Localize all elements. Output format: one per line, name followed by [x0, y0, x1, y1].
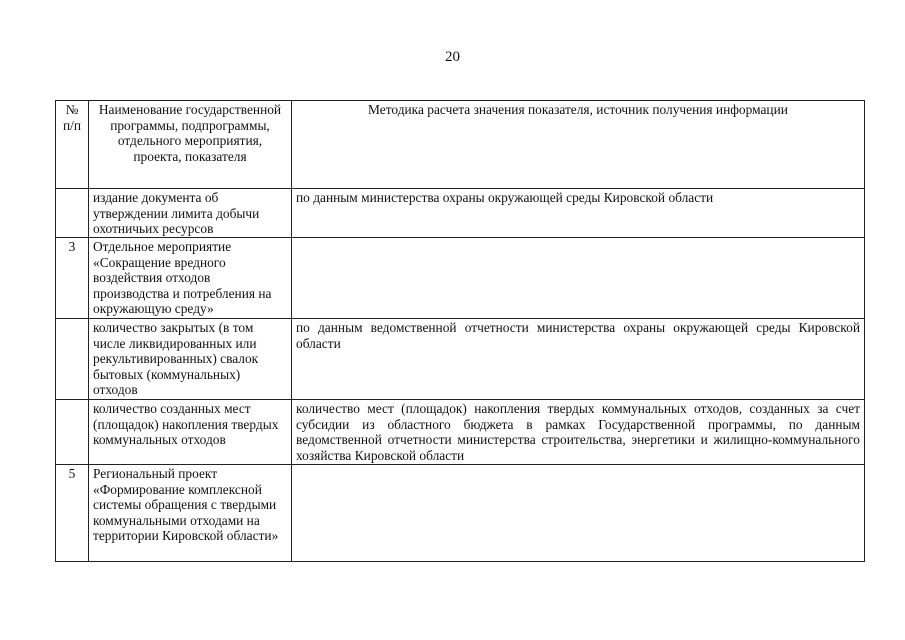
row-method: по данным ведомственной отчетности министерства охраны окружающей среды Кировской области	[292, 319, 865, 400]
row-method: по данным министерства охраны окружающей среды Кировской области	[292, 189, 865, 238]
row-name: Региональный проект «Формирование комплексной системы обращения с твердыми коммунальными отходами на территории Кировской области»	[89, 465, 292, 562]
row-method	[292, 465, 865, 562]
row-method: количество мест (площадок) накопления твердых коммунальных отходов, созданных за счет субсидии из областного бюджета в рамках Государственной программы, по данным ведомственной отчетности министерства строительства, энергетики и жилищно-коммунального хозяйства Кировской области	[292, 400, 865, 465]
row-num	[56, 189, 89, 238]
header-method: Методика расчета значения показателя, источник получения информации	[292, 101, 865, 189]
page-number: 20	[445, 49, 460, 65]
header-name: Наименование государственной программы, подпрограммы, отдельного мероприятия, проекта, показателя	[89, 101, 292, 189]
indicator-methodology-table	[55, 100, 865, 562]
row-method	[292, 238, 865, 319]
row-name: издание документа об утверждении лимита добычи охотничьих ресурсов	[89, 189, 292, 238]
row-num: 3	[56, 238, 89, 319]
row-name: количество созданных мест (площадок) накопления твердых коммунальных отходов	[89, 400, 292, 465]
row-num	[56, 319, 89, 400]
table-row	[56, 319, 865, 400]
table-row	[56, 238, 865, 319]
table-header-row	[56, 101, 865, 189]
row-num: 5	[56, 465, 89, 562]
table-row	[56, 465, 865, 562]
header-num: № п/п	[56, 101, 89, 189]
row-num	[56, 400, 89, 465]
table-row	[56, 189, 865, 238]
row-name: Отдельное мероприятие «Сокращение вредного воздействия отходов производства и потребления на окружающую среду»	[89, 238, 292, 319]
table-row	[56, 400, 865, 465]
row-name: количество закрытых (в том числе ликвидированных или рекультивированных) свалок бытовых (коммунальных) отходов	[89, 319, 292, 400]
